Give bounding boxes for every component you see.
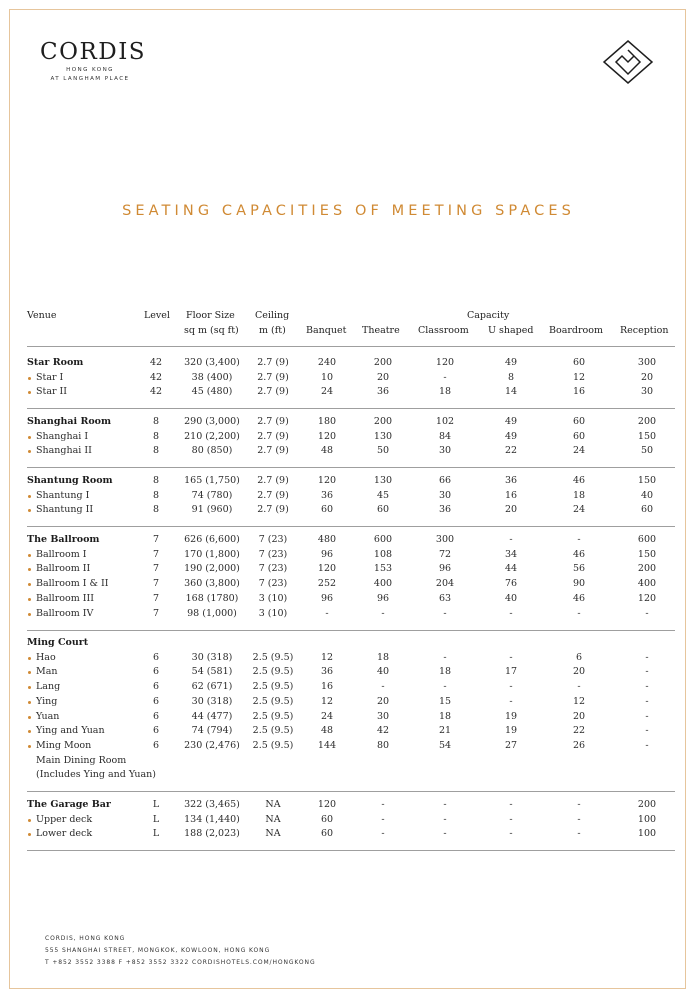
cell-boardroom: -	[577, 813, 581, 825]
cell-ceiling: 2.7 (9)	[257, 430, 289, 442]
cell-floor: 170 (1,800)	[184, 548, 240, 560]
header-classroom: Classroom	[418, 325, 469, 336]
cell-floor: 320 (3,400)	[184, 357, 240, 368]
cell-level: 6	[152, 681, 160, 693]
header-ceiling: Ceiling	[255, 310, 290, 321]
cell-boardroom: 46	[572, 548, 586, 560]
cell-theatre: 130	[373, 475, 393, 486]
cell-theatre: 20	[376, 695, 390, 707]
venue-name: Star I	[36, 371, 64, 383]
cell-ceiling: 2.5 (9.5)	[252, 710, 294, 722]
header-reception: Reception	[620, 325, 669, 336]
header-floor-size: Floor Size	[186, 310, 235, 321]
cell-classroom: 18	[438, 666, 452, 678]
cell-floor: 80 (850)	[191, 445, 233, 457]
cell-banquet: 180	[317, 416, 337, 427]
cell-theatre: 40	[376, 666, 390, 678]
cell-floor: 74 (780)	[191, 489, 233, 501]
cell-reception: -	[645, 666, 649, 678]
cell-floor: 91 (960)	[191, 504, 233, 516]
cell-ushaped: 44	[504, 563, 518, 575]
cell-classroom: -	[443, 681, 447, 693]
venue-name: Man	[36, 666, 58, 678]
cell-level: 42	[149, 357, 163, 368]
cell-boardroom: -	[577, 681, 581, 693]
cell-banquet: 144	[317, 739, 337, 751]
cell-reception: 20	[640, 371, 654, 383]
cell-ceiling: 2.5 (9.5)	[252, 666, 294, 678]
cell-theatre: 200	[373, 357, 393, 368]
cell-classroom: 18	[438, 710, 452, 722]
cell-banquet: 60	[320, 504, 334, 516]
cell-theatre: 80	[376, 739, 390, 751]
bullet-icon	[28, 819, 31, 822]
cell-ceiling: 7 (23)	[258, 548, 288, 560]
venue-name: Ballroom IV	[36, 607, 94, 619]
cell-floor: 45 (480)	[191, 386, 233, 398]
cell-reception: 600	[637, 534, 657, 545]
venue-name: Ballroom II	[36, 563, 91, 575]
venue-note: Main Dining Room	[36, 754, 127, 766]
cell-boardroom: -	[577, 799, 581, 810]
cell-reception: -	[645, 710, 649, 722]
cell-theatre: -	[381, 681, 385, 693]
cell-theatre: 42	[376, 725, 390, 737]
cell-floor: 134 (1,440)	[184, 813, 240, 825]
cell-ushaped: 27	[504, 739, 518, 751]
bullet-icon	[28, 671, 31, 674]
cell-banquet: 240	[317, 357, 337, 368]
cell-theatre: 36	[376, 386, 390, 398]
cell-level: 6	[152, 651, 160, 663]
bullet-icon	[28, 554, 31, 557]
cell-banquet: 24	[320, 710, 334, 722]
cell-classroom: 72	[438, 548, 452, 560]
cell-ceiling: 7 (23)	[258, 563, 288, 575]
cell-level: 42	[149, 371, 163, 383]
header-theatre: Theatre	[362, 325, 400, 336]
cell-ushaped: -	[509, 799, 513, 810]
cell-ceiling: 2.7 (9)	[257, 371, 289, 383]
cell-banquet: 120	[317, 430, 337, 442]
cell-reception: 300	[637, 357, 657, 368]
cell-reception: 400	[637, 578, 657, 590]
cell-ushaped: -	[509, 651, 513, 663]
venue-note: (Includes Ying and Yuan)	[36, 769, 156, 781]
cell-boardroom: 60	[572, 430, 586, 442]
cell-ceiling: 2.7 (9)	[257, 504, 289, 516]
cell-reception: 50	[640, 445, 654, 457]
cell-theatre: 153	[373, 563, 393, 575]
cell-ushaped: 36	[504, 475, 518, 486]
cell-ushaped: 76	[504, 578, 518, 590]
header-boardroom: Boardroom	[549, 325, 603, 336]
cell-reception: 60	[640, 504, 654, 516]
group-rule	[27, 850, 675, 851]
cell-classroom: 36	[438, 504, 452, 516]
cell-theatre: -	[381, 799, 385, 810]
cell-boardroom: 46	[572, 592, 586, 604]
venue-name: Ballroom I & II	[36, 578, 109, 590]
cell-level: 6	[152, 739, 160, 751]
venue-name: Ying	[36, 695, 58, 707]
cell-level: 6	[152, 695, 160, 707]
venue-name: Shanghai II	[36, 445, 92, 457]
venue-name: Shanghai I	[36, 430, 89, 442]
cell-reception: -	[645, 695, 649, 707]
cell-reception: 150	[637, 548, 657, 560]
cell-boardroom: -	[577, 607, 581, 619]
cell-banquet: 120	[317, 563, 337, 575]
cell-floor: 290 (3,000)	[184, 416, 240, 427]
cell-floor: 30 (318)	[191, 695, 233, 707]
cell-banquet: 480	[317, 534, 337, 545]
venue-name: Shantung I	[36, 489, 90, 501]
footer-contact: T +852 3552 3388 F +852 3552 3322 CORDISHOTELS.COM/HONGKONG	[45, 959, 316, 966]
cell-ushaped: -	[509, 681, 513, 693]
cell-ceiling: 7 (23)	[258, 578, 288, 590]
bullet-icon	[28, 391, 31, 394]
venue-name: Ballroom I	[36, 548, 87, 560]
cell-boardroom: 6	[575, 651, 583, 663]
cell-ushaped: 17	[504, 666, 518, 678]
cell-theatre: 50	[376, 445, 390, 457]
cell-reception: 150	[637, 475, 657, 486]
cell-ushaped: 22	[504, 445, 518, 457]
cell-boardroom: 24	[572, 504, 586, 516]
cell-reception: 200	[637, 799, 657, 810]
cell-classroom: 30	[438, 445, 452, 457]
cell-floor: 322 (3,465)	[184, 799, 240, 810]
cell-ushaped: 16	[504, 489, 518, 501]
cell-reception: 120	[637, 592, 657, 604]
cell-ceiling: 2.5 (9.5)	[252, 651, 294, 663]
cell-level: 6	[152, 666, 160, 678]
cell-reception: 40	[640, 489, 654, 501]
venue-group-name: The Ballroom	[27, 534, 100, 545]
cell-theatre: 30	[376, 710, 390, 722]
cell-ceiling: 3 (10)	[258, 592, 288, 604]
cell-boardroom: 46	[572, 475, 586, 486]
cell-ceiling: 2.5 (9.5)	[252, 725, 294, 737]
bullet-icon	[28, 583, 31, 586]
cell-banquet: 36	[320, 666, 334, 678]
cell-theatre: 18	[376, 651, 390, 663]
cell-level: 8	[152, 504, 160, 516]
venue-name: Lang	[36, 681, 61, 693]
header-u-shaped: U shaped	[488, 325, 534, 336]
cell-floor: 168 (1780)	[185, 592, 239, 604]
cell-reception: 150	[637, 430, 657, 442]
cell-boardroom: -	[577, 534, 581, 545]
cell-ushaped: 49	[504, 416, 518, 427]
cell-banquet: 60	[320, 828, 334, 840]
cell-banquet: 12	[320, 695, 334, 707]
cell-level: 7	[152, 563, 160, 575]
page-title: SEATING CAPACITIES OF MEETING SPACES	[122, 203, 575, 219]
cell-level: 8	[152, 430, 160, 442]
cell-boardroom: 20	[572, 710, 586, 722]
cell-banquet: 24	[320, 386, 334, 398]
cell-banquet: 48	[320, 725, 334, 737]
cell-reception: 30	[640, 386, 654, 398]
cell-level: 8	[152, 489, 160, 501]
bullet-icon	[28, 716, 31, 719]
venue-name: Star II	[36, 386, 68, 398]
cell-ceiling: 3 (10)	[258, 607, 288, 619]
brand-name: CORDIS	[40, 39, 147, 65]
venue-name: Ying and Yuan	[36, 725, 105, 737]
cell-boardroom: 12	[572, 695, 586, 707]
cell-level: 42	[149, 386, 163, 398]
footer-address: 555 SHANGHAI STREET, MONGKOK, KOWLOON, HONG KONG	[45, 947, 271, 954]
group-rule	[27, 467, 675, 468]
venue-name: Yuan	[36, 710, 60, 722]
bullet-icon	[28, 657, 31, 660]
group-rule	[27, 630, 675, 631]
cell-boardroom: 90	[572, 578, 586, 590]
cell-theatre: 108	[373, 548, 393, 560]
venue-name: Shantung II	[36, 504, 94, 516]
cell-level: 8	[152, 416, 160, 427]
cell-theatre: 60	[376, 504, 390, 516]
cell-floor: 230 (2,476)	[184, 739, 240, 751]
cell-boardroom: 22	[572, 725, 586, 737]
cell-reception: 100	[637, 828, 657, 840]
cell-ceiling: NA	[265, 799, 281, 810]
cell-banquet: 60	[320, 813, 334, 825]
cell-floor: 44 (477)	[191, 710, 233, 722]
cell-floor: 54 (581)	[191, 666, 233, 678]
cell-ceiling: 2.7 (9)	[257, 386, 289, 398]
cell-ushaped: -	[509, 813, 513, 825]
cell-banquet: 16	[320, 681, 334, 693]
cell-boardroom: 56	[572, 563, 586, 575]
cell-level: L	[152, 828, 160, 840]
venue-name: Hao	[36, 651, 56, 663]
cell-floor: 360 (3,800)	[184, 578, 240, 590]
cell-ceiling: NA	[265, 828, 281, 840]
cell-banquet: 96	[320, 548, 334, 560]
venue-group-name: Shantung Room	[27, 475, 113, 486]
bullet-icon	[28, 613, 31, 616]
header-venue: Venue	[27, 310, 57, 321]
cell-boardroom: -	[577, 828, 581, 840]
header-ceiling-unit: m (ft)	[259, 325, 286, 336]
cell-boardroom: 20	[572, 666, 586, 678]
cell-ushaped: 19	[504, 710, 518, 722]
cell-banquet: 48	[320, 445, 334, 457]
cell-reception: 100	[637, 813, 657, 825]
cell-reception: -	[645, 725, 649, 737]
cell-theatre: 130	[373, 430, 393, 442]
cell-floor: 626 (6,600)	[184, 534, 240, 545]
cell-classroom: 30	[438, 489, 452, 501]
cell-level: 8	[152, 445, 160, 457]
cell-ceiling: 2.7 (9)	[257, 475, 289, 486]
cell-banquet: 120	[317, 799, 337, 810]
cell-level: L	[152, 813, 160, 825]
header-banquet: Banquet	[306, 325, 347, 336]
cell-level: 7	[152, 607, 160, 619]
cell-classroom: 21	[438, 725, 452, 737]
cell-ushaped: 19	[504, 725, 518, 737]
cell-ushaped: 14	[504, 386, 518, 398]
cell-floor: 30 (318)	[191, 651, 233, 663]
cell-ushaped: -	[509, 534, 513, 545]
cell-ceiling: NA	[265, 813, 281, 825]
cell-level: L	[152, 799, 160, 810]
cell-level: 7	[152, 534, 160, 545]
bullet-icon	[28, 450, 31, 453]
cell-ushaped: -	[509, 828, 513, 840]
cell-boardroom: 16	[572, 386, 586, 398]
cell-ceiling: 2.5 (9.5)	[252, 681, 294, 693]
cell-floor: 98 (1,000)	[187, 607, 237, 619]
cell-reception: -	[645, 681, 649, 693]
cell-ceiling: 2.7 (9)	[257, 357, 289, 368]
cell-classroom: 102	[435, 416, 455, 427]
cell-classroom: -	[443, 828, 447, 840]
bullet-icon	[28, 568, 31, 571]
cell-ushaped: -	[509, 607, 513, 619]
cell-ushaped: 8	[507, 371, 515, 383]
cell-level: 7	[152, 592, 160, 604]
venue-name: Ballroom III	[36, 592, 94, 604]
bullet-icon	[28, 436, 31, 439]
cell-reception: -	[645, 607, 649, 619]
cell-theatre: 200	[373, 416, 393, 427]
cell-classroom: 96	[438, 563, 452, 575]
cell-classroom: 66	[438, 475, 452, 486]
cell-theatre: 400	[373, 578, 393, 590]
cell-ceiling: 2.7 (9)	[257, 445, 289, 457]
cell-classroom: 120	[435, 357, 455, 368]
venue-group-name: Shanghai Room	[27, 416, 112, 427]
cell-reception: -	[645, 739, 649, 751]
cell-classroom: 18	[438, 386, 452, 398]
cell-theatre: 96	[376, 592, 390, 604]
cell-floor: 188 (2,023)	[184, 828, 240, 840]
cell-boardroom: 60	[572, 416, 586, 427]
cell-classroom: 204	[435, 578, 455, 590]
cell-floor: 190 (2,000)	[184, 563, 240, 575]
bullet-icon	[28, 701, 31, 704]
cell-banquet: 10	[320, 371, 334, 383]
cell-level: 8	[152, 475, 160, 486]
cell-classroom: -	[443, 371, 447, 383]
cell-ceiling: 2.7 (9)	[257, 416, 289, 427]
cell-level: 7	[152, 548, 160, 560]
cell-theatre: 20	[376, 371, 390, 383]
cell-banquet: 12	[320, 651, 334, 663]
footer-company: CORDIS, HONG KONG	[45, 935, 126, 942]
bullet-icon	[28, 686, 31, 689]
venue-name: Upper deck	[36, 813, 93, 825]
cell-banquet: 252	[317, 578, 337, 590]
cell-boardroom: 60	[572, 357, 586, 368]
cell-theatre: 600	[373, 534, 393, 545]
bullet-icon	[28, 598, 31, 601]
cell-classroom: 84	[438, 430, 452, 442]
cell-theatre: 45	[376, 489, 390, 501]
cell-floor: 210 (2,200)	[184, 430, 240, 442]
header-level: Level	[144, 310, 170, 321]
cell-ceiling: 2.7 (9)	[257, 489, 289, 501]
cell-level: 6	[152, 725, 160, 737]
header-capacity: Capacity	[467, 310, 510, 321]
cell-ushaped: 40	[504, 592, 518, 604]
venue-name: Lower deck	[36, 828, 93, 840]
bullet-icon	[28, 495, 31, 498]
venue-group-name: Star Room	[27, 357, 84, 368]
cell-ushaped: 49	[504, 430, 518, 442]
cell-ceiling: 7 (23)	[258, 534, 288, 545]
cell-reception: -	[645, 651, 649, 663]
cell-banquet: 120	[317, 475, 337, 486]
cell-classroom: -	[443, 799, 447, 810]
cell-level: 7	[152, 578, 160, 590]
venue-group-name: The Garage Bar	[27, 799, 111, 810]
cell-banquet: -	[325, 607, 329, 619]
cell-classroom: -	[443, 813, 447, 825]
cell-classroom: 15	[438, 695, 452, 707]
cell-reception: 200	[637, 563, 657, 575]
group-rule	[27, 408, 675, 409]
bullet-icon	[28, 745, 31, 748]
cell-reception: 200	[637, 416, 657, 427]
bullet-icon	[28, 377, 31, 380]
cell-boardroom: 18	[572, 489, 586, 501]
cell-classroom: 63	[438, 592, 452, 604]
cell-banquet: 96	[320, 592, 334, 604]
header-floor-size-unit: sq m (sq ft)	[184, 325, 239, 336]
group-rule	[27, 791, 675, 792]
cell-classroom: -	[443, 651, 447, 663]
cell-boardroom: 26	[572, 739, 586, 751]
cell-classroom: -	[443, 607, 447, 619]
cell-boardroom: 24	[572, 445, 586, 457]
bullet-icon	[28, 833, 31, 836]
brand-subtitle-location: HONG KONG	[66, 67, 114, 73]
cell-classroom: 300	[435, 534, 455, 545]
venue-group-name: Ming Court	[27, 637, 89, 648]
cell-floor: 38 (400)	[191, 371, 233, 383]
cell-ushaped: -	[509, 695, 513, 707]
cell-theatre: -	[381, 828, 385, 840]
bullet-icon	[28, 730, 31, 733]
cell-floor: 62 (671)	[191, 681, 233, 693]
cell-theatre: -	[381, 813, 385, 825]
cell-ushaped: 49	[504, 357, 518, 368]
venue-name: Ming Moon	[36, 739, 92, 751]
cell-ushaped: 20	[504, 504, 518, 516]
cell-level: 6	[152, 710, 160, 722]
group-rule	[27, 526, 675, 527]
brand-subtitle-place: AT LANGHAM PLACE	[50, 76, 130, 82]
cell-ushaped: 34	[504, 548, 518, 560]
cell-floor: 74 (794)	[191, 725, 233, 737]
cell-boardroom: 12	[572, 371, 586, 383]
cell-banquet: 36	[320, 489, 334, 501]
cell-ceiling: 2.5 (9.5)	[252, 695, 294, 707]
cell-theatre: -	[381, 607, 385, 619]
bullet-icon	[28, 509, 31, 512]
cell-floor: 165 (1,750)	[184, 475, 240, 486]
cell-ceiling: 2.5 (9.5)	[252, 739, 294, 751]
cell-classroom: 54	[438, 739, 452, 751]
